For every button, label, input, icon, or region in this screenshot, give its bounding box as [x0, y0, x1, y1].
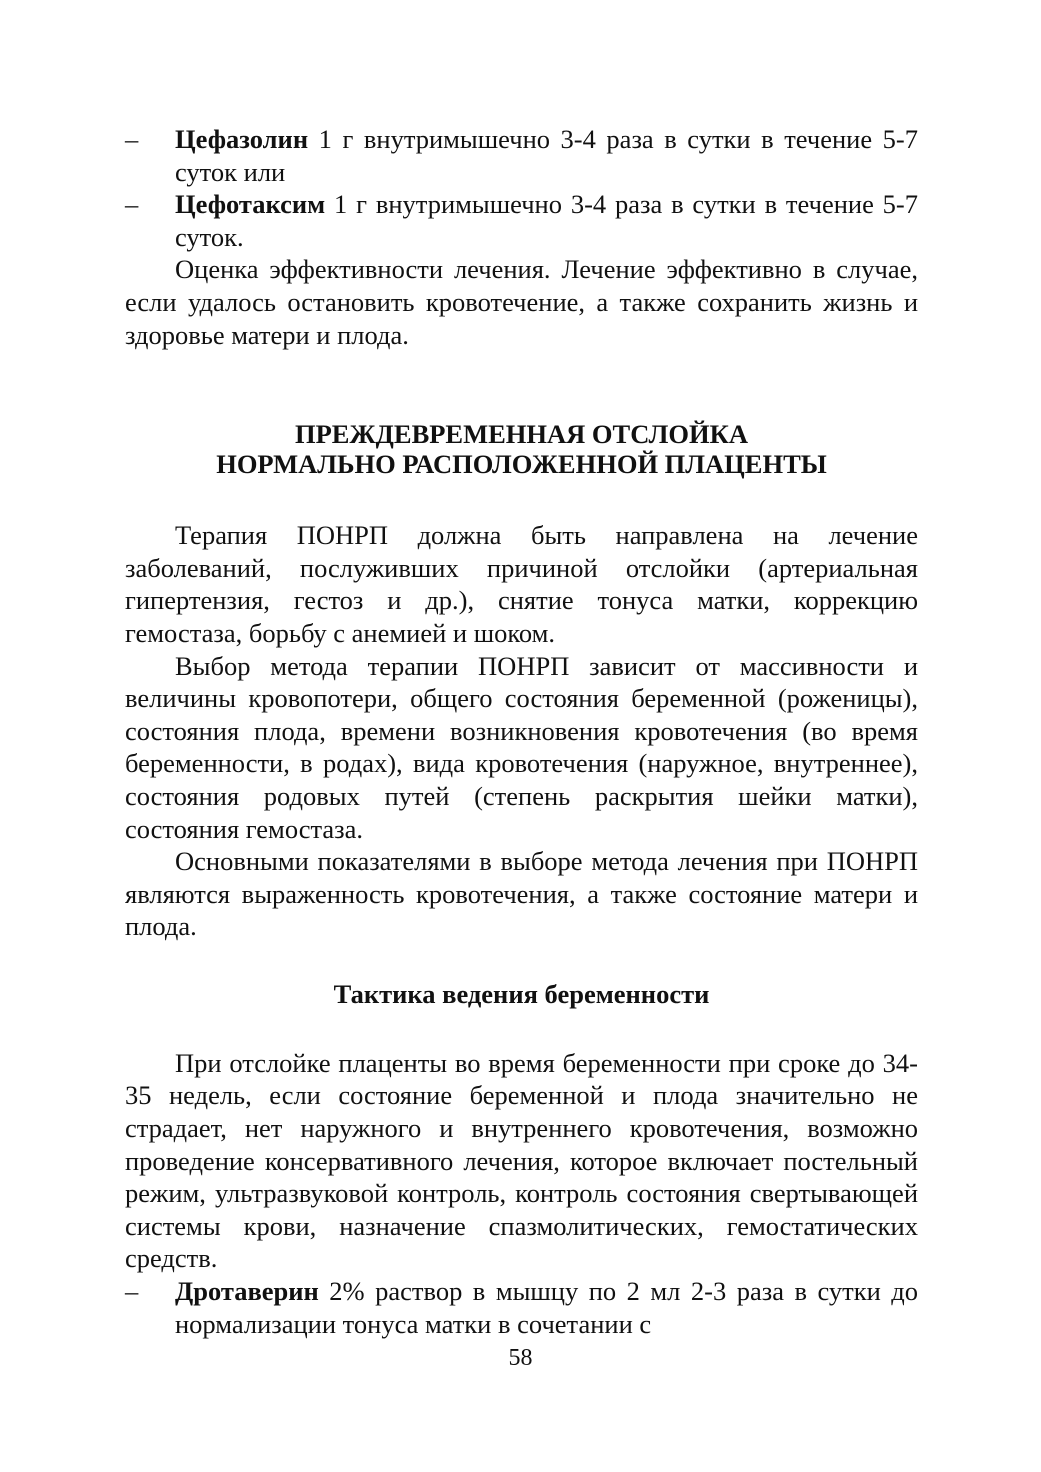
- list-item: [125, 188, 918, 253]
- subsection-heading: Тактика ведения беременности: [333, 978, 710, 1009]
- list-dash: –: [125, 124, 139, 154]
- section-heading-line: НОРМАЛЬНО РАСПОЛОЖЕННОЙ ПЛАЦЕНТЫ: [216, 449, 827, 480]
- paragraph-tactics: При отслойке плаценты во время беременности при сроке до 34-35 недель, если состояние беременной и плода значительно не страдает, нет наружного и внутреннего кровотечения, возможно проведение консервативного лечения, которое включает постельный режим, ультразвуковой контроль, контроль состояния свертывающей системы крови, назначение спазмолитических, гемостатических средств.: [125, 1047, 918, 1274]
- list-item-text: 1 г внутримышечно 3-4 раза в сутки в течение 5-7 суток или: [175, 124, 918, 187]
- drug-name: Цефазолин: [175, 124, 309, 154]
- paragraph-effectiveness: Оценка эффективности лечения. Лечение эффективно в случае, если удалось остановить кровотечение, а также сохранить жизнь и здоровье матери и плода.: [125, 254, 918, 350]
- paragraph: Выбор метода терапии ПОНРП зависит от массивности и величины кровопотери, общего состояния беременной (роженицы), состояния плода, времени возникновения кровотечения (во время беременности, в родах), вида кровотечения (наружное, внутреннее), состояния родовых путей (степень раскрытия шейки матки), состояния гемостаза.: [125, 650, 918, 844]
- list-item: [125, 1275, 918, 1340]
- drug-name: Дротаверин: [175, 1276, 319, 1307]
- list-item-text: 2% раствор в мышцу по 2 мл 2-3 раза в сутки до нормализации тонуса матки в сочетании с: [175, 1276, 918, 1339]
- page-number: 58: [508, 1345, 533, 1371]
- list-item: [125, 123, 918, 188]
- list-item-text: 1 г внутримышечно 3-4 раза в сутки в течение 5-7 суток.: [175, 189, 918, 252]
- list-dash: –: [125, 1276, 139, 1307]
- paragraph: Терапия ПОНРП должна быть направлена на лечение заболеваний, послуживших причиной отслойки (артериальная гипертензия, гестоз и др.), снятие тонуса матки, коррекцию гемостаза, борьбу с анемией и шоком.: [125, 520, 918, 648]
- section-heading: [125, 419, 918, 479]
- paragraph: Основными показателями в выборе метода лечения при ПОНРП являются выраженность кровотечения, а также состояние матери и плода.: [125, 846, 918, 942]
- page-content: [125, 123, 918, 1340]
- drug-name: Цефотаксим: [175, 189, 326, 220]
- list-dash: –: [125, 189, 139, 220]
- section-heading-line: ПРЕЖДЕВРЕМЕННАЯ ОТСЛОЙКА: [294, 419, 749, 450]
